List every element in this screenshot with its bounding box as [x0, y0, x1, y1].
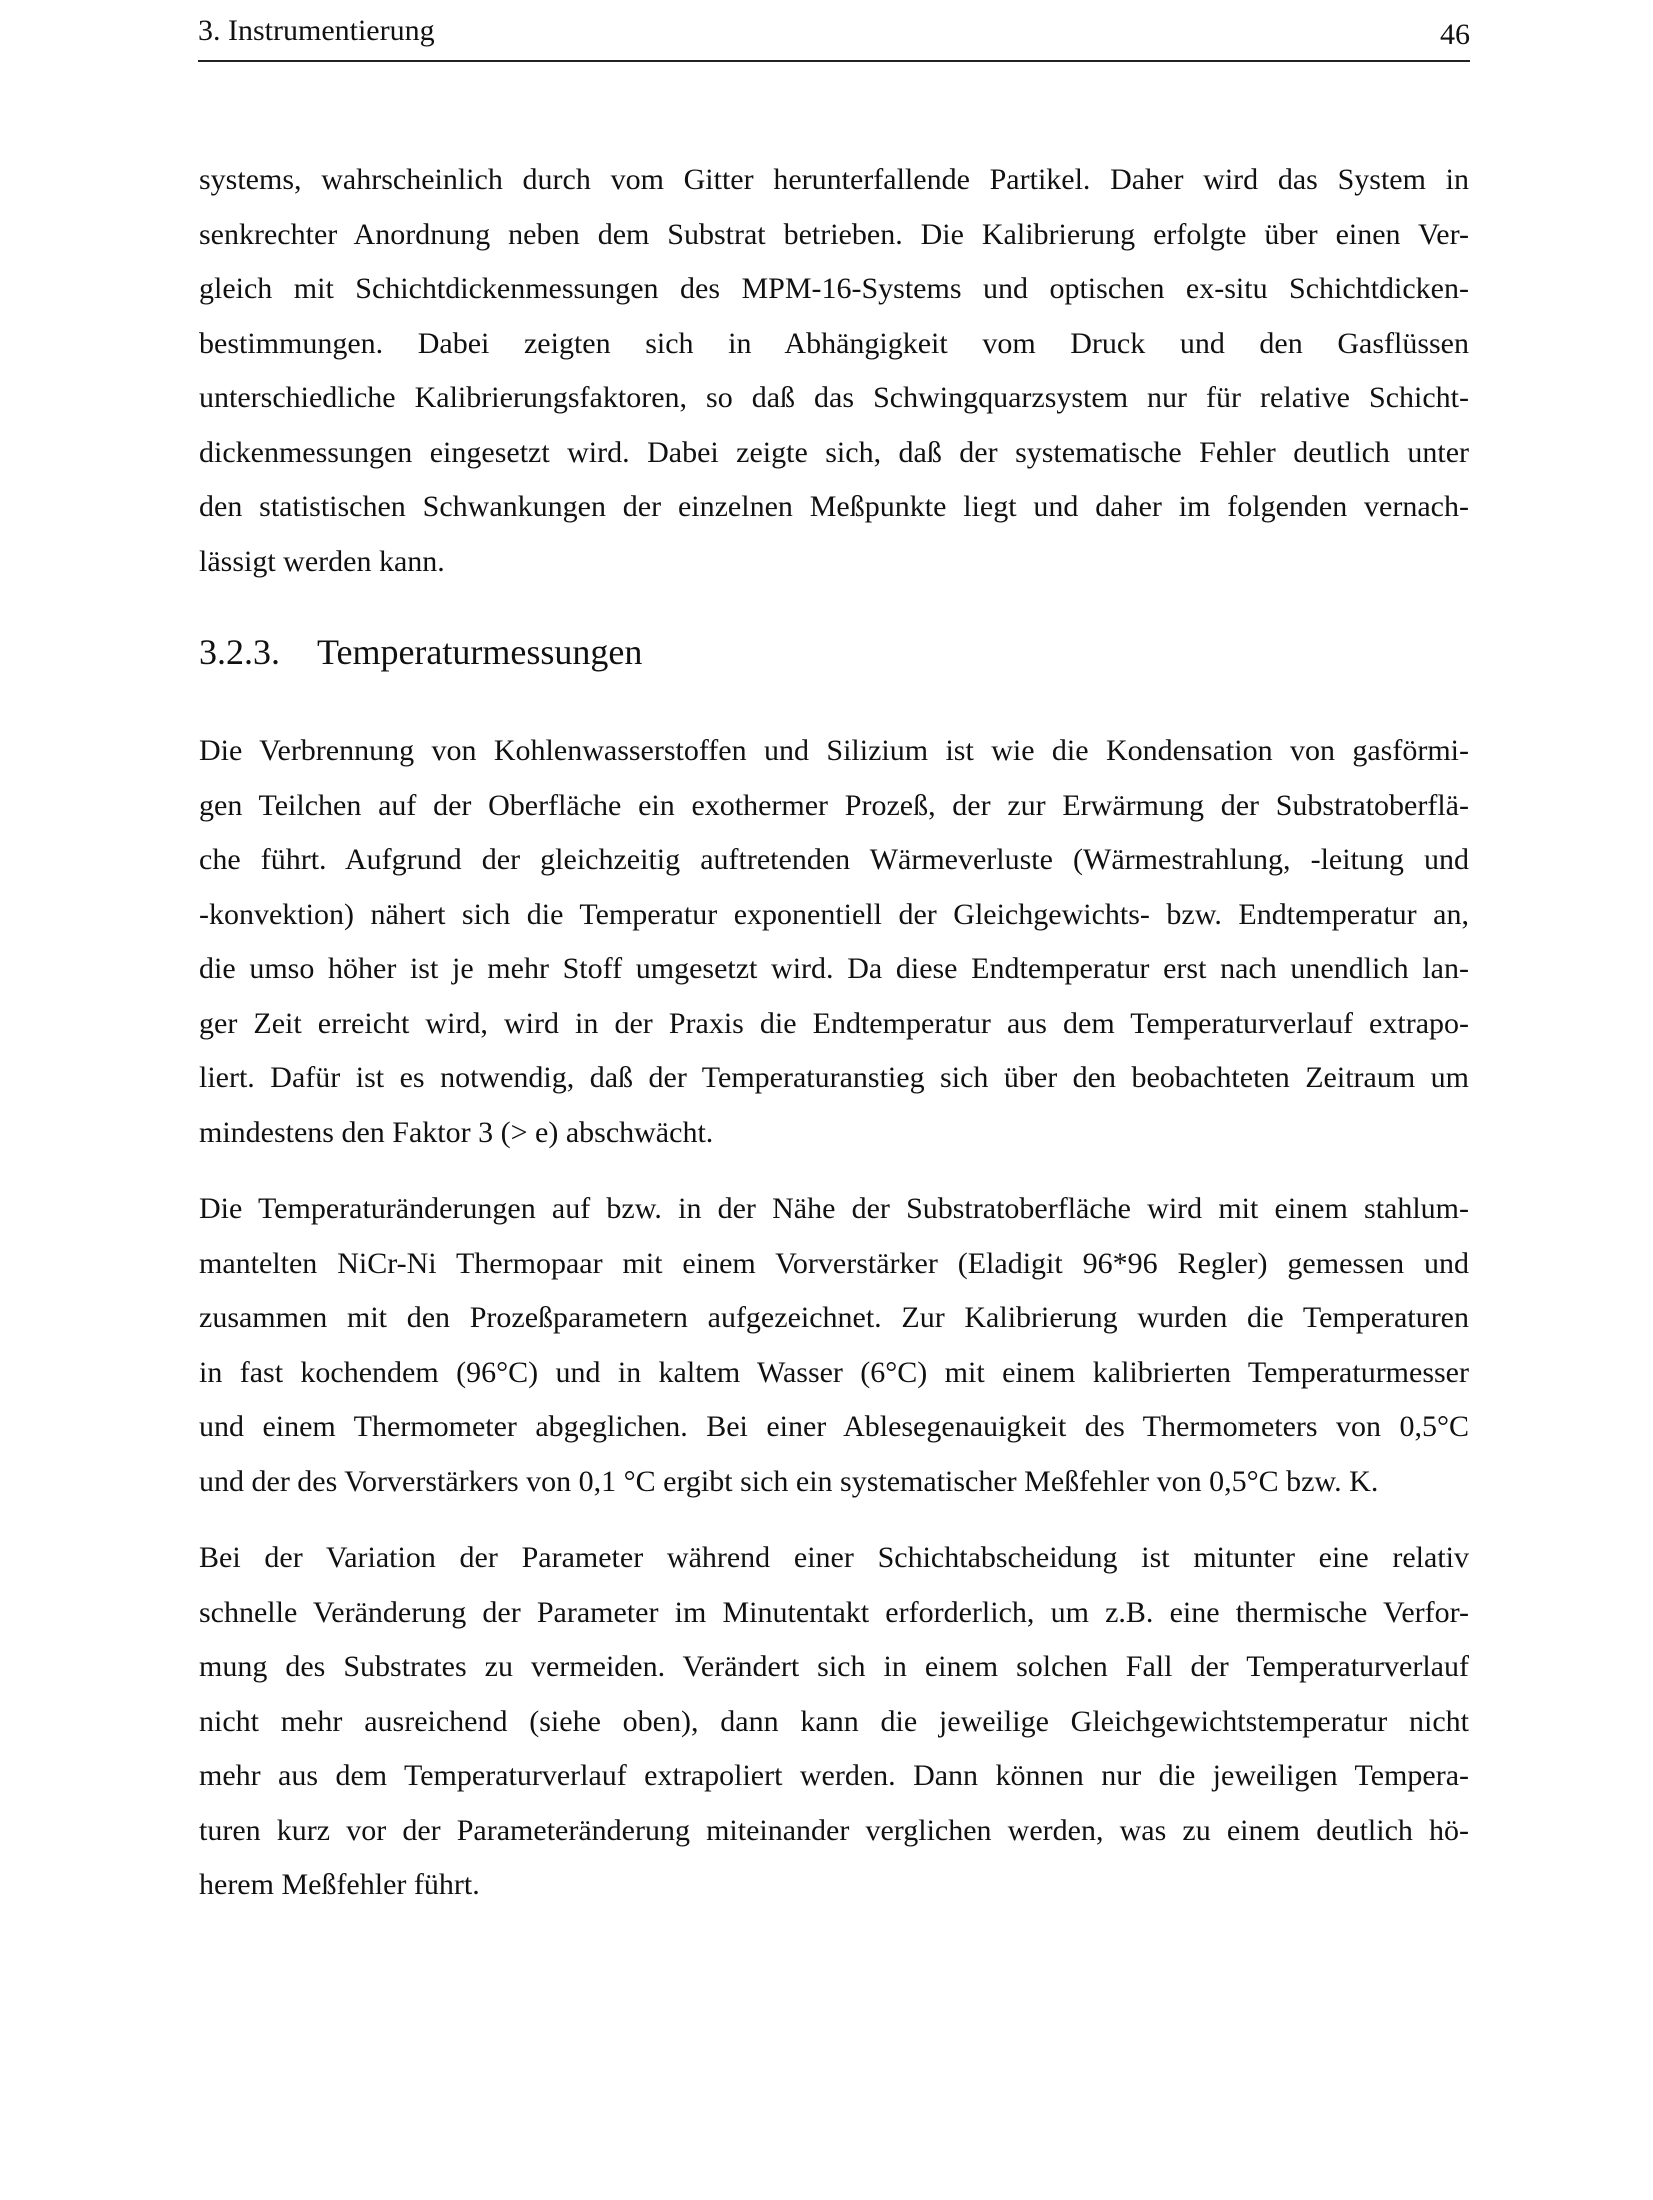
- section-number: 3.2.3.: [199, 632, 280, 672]
- text-line: ger Zeit erreicht wird, wird in der Praxis die Endtemperatur aus dem Temperaturverlauf extrapo-: [199, 1006, 1469, 1040]
- text-line: in fast kochendem (96°C) und in kaltem Wasser (6°C) mit einem kalibrierten Temperaturmesser: [199, 1355, 1469, 1389]
- text-line: mung des Substrates zu vermeiden. Verändert sich in einem solchen Fall der Temperaturverlauf: [199, 1650, 1469, 1683]
- section-heading: [199, 630, 1469, 674]
- text-line: den statistischen Schwankungen der einzelnen Meßpunkte liegt und daher im folgenden vernach-: [199, 490, 1469, 523]
- paragraph: [199, 1531, 1469, 1913]
- text-line: und der des Vorverstärkers von 0,1 °C ergibt sich ein systematischer Meßfehler von 0,5°C bzw. K.: [199, 1464, 1379, 1498]
- text-line: zusammen mit den Prozeßparametern aufgezeichnet. Zur Kalibrierung wurden die Temperaturen: [199, 1301, 1469, 1334]
- text-line: nicht mehr ausreichend (siehe oben), dann kann die jeweilige Gleichgewichtstemperatur nicht: [199, 1704, 1469, 1738]
- text-line: mindestens den Faktor 3 (> e) abschwächt.: [199, 1115, 714, 1149]
- text-line: schnelle Veränderung der Parameter im Minutentakt erforderlich, um z.B. eine thermische Verfor-: [199, 1595, 1469, 1629]
- page-body: [199, 153, 1469, 1913]
- text-line: unterschiedliche Kalibrierungsfaktoren, so daß das Schwingquarzsystem nur für relative Schicht-: [199, 381, 1469, 414]
- text-line: mehr aus dem Temperaturverlauf extrapoliert werden. Dann können nur die jeweiligen Tempera-: [199, 1759, 1469, 1792]
- text-line: systems, wahrscheinlich durch vom Gitter herunterfallende Partikel. Daher wird das System in: [199, 163, 1469, 196]
- text-line: gleich mit Schichtdickenmessungen des MPM-16-Systems und optischen ex-situ Schichtdicken-: [199, 272, 1469, 305]
- text-line: bestimmungen. Dabei zeigten sich in Abhängigkeit vom Druck und den Gasflüssen: [199, 326, 1469, 360]
- text-line: die umso höher ist je mehr Stoff umgesetzt wird. Da diese Endtemperatur erst nach unendlich lan-: [199, 952, 1469, 985]
- text-line: lässigt werden kann.: [199, 544, 445, 578]
- page-header: [198, 8, 1470, 62]
- text-line: mantelten NiCr-Ni Thermopaar mit einem Vorverstärker (Eladigit 96*96 Regler) gemessen und: [199, 1246, 1469, 1280]
- text-line: liert. Dafür ist es notwendig, daß der Temperaturanstieg sich über den beobachteten Zeitraum um: [199, 1061, 1469, 1094]
- section-title: Temperaturmessungen: [317, 632, 643, 672]
- text-line: Bei der Variation der Parameter während einer Schichtabscheidung ist mitunter eine relativ: [199, 1541, 1469, 1574]
- text-line: senkrechter Anordnung neben dem Substrat betrieben. Die Kalibrierung erfolgte über einen Ver-: [199, 217, 1469, 251]
- paragraph: [199, 724, 1469, 1160]
- text-line: dickenmessungen eingesetzt wird. Dabei zeigte sich, daß der systematische Fehler deutlich unter: [199, 435, 1469, 469]
- text-line: che führt. Aufgrund der gleichzeitig auftretenden Wärmeverluste (Wärmestrahlung, -leitung und: [199, 843, 1469, 876]
- page-number: 46: [1440, 18, 1470, 51]
- text-line: und einem Thermometer abgeglichen. Bei einer Ablesegenauigkeit des Thermometers von 0,5°C: [199, 1410, 1469, 1443]
- paragraph: [199, 1182, 1469, 1509]
- text-line: gen Teilchen auf der Oberfläche ein exothermer Prozeß, der zur Erwärmung der Substratoberflä-: [199, 788, 1469, 822]
- chapter-title: 3. Instrumentierung: [198, 14, 435, 47]
- text-line: Die Temperaturänderungen auf bzw. in der Nähe der Substratoberfläche wird mit einem stahlum-: [199, 1192, 1469, 1225]
- text-line: herem Meßfehler führt.: [199, 1868, 480, 1901]
- paragraph: [199, 153, 1469, 589]
- text-line: Die Verbrennung von Kohlenwasserstoffen und Silizium ist wie die Kondensation von gasförmi-: [199, 734, 1469, 767]
- text-line: -konvektion) nähert sich die Temperatur exponentiell der Gleichgewichts- bzw. Endtemperatur an,: [199, 897, 1469, 931]
- text-line: turen kurz vor der Parameteränderung miteinander verglichen werden, was zu einem deutlich hö-: [199, 1813, 1469, 1847]
